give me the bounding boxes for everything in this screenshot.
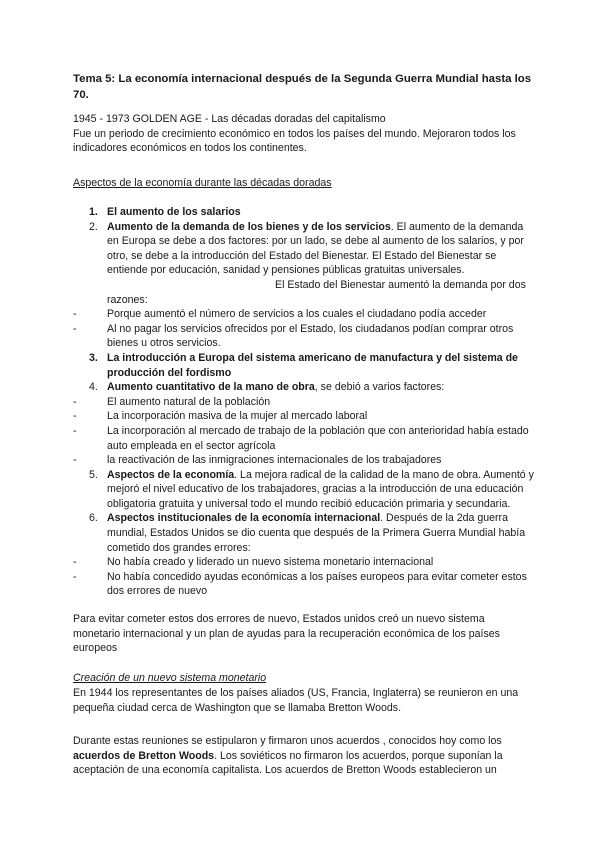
aspects-heading: Aspectos de la economía durante las décadas doradas (73, 177, 332, 189)
list-item-text (107, 220, 538, 308)
dash-text: la reactivación de las inmigraciones internacionales de los trabajadores (107, 454, 442, 467)
acuerdos-bold: acuerdos de Bretton Woods (73, 749, 215, 762)
list-number: 6. (89, 512, 98, 525)
list-dash-item: - La incorporación al mercado de trabajo de la población que con anterioridad había estado auto empleada en el sector agrícola (73, 424, 538, 453)
list-item-body-b: El Estado del Bienestar aumentó la demanda por dos razones: (107, 278, 526, 306)
dash-text: El aumento natural de la población (107, 395, 271, 408)
list-item-text (107, 468, 538, 512)
list-dash-item: - La incorporación masiva de la mujer al mercado laboral (73, 409, 538, 424)
bretton-woods-paragraph: En 1944 los representantes de los países aliados (US, Francia, Inglaterra) se reunieron en una pequeña ciudad cerca de Washington que se llamaba Bretton Woods. (73, 687, 519, 714)
list-number: 1. (89, 206, 98, 218)
acuerdos-paragraph (73, 734, 533, 778)
document-title: Tema 5: La economía internacional después de la Segunda Guerra Mundial hasta los 70. (73, 73, 532, 102)
list-item-body: . La mejora radical de la calidad de la mano de obra. Aumentó y mejoró el nivel educativo de los trabajadores, gracias a la introducción de una educación obligatoria gratuita y universal todo el mundo recibió educación primaria y secundaria. (107, 468, 534, 510)
list-item-bold: Aumento cuantitativo de la mano de obra (107, 381, 315, 394)
list-dash-item: - No había concedido ayudas económicas a los países europeos para evitar cometer estos dos errores de nuevo (73, 570, 538, 599)
dash-text: No había concedido ayudas económicas a los países europeos para evitar cometer estos dos errores de nuevo (107, 570, 527, 598)
list-dash-item: - Al no pagar los servicios ofrecidos por el Estado, los ciudadanos podían comprar otros bienes u otros servicios. (73, 322, 538, 351)
list-item-bold: Aumento de la demanda de los bienes y de los servicios (107, 220, 391, 233)
list-item-bold: Aspectos de la economía (107, 468, 235, 481)
intro-text: Fue un periodo de crecimiento económico en todos los países del mundo. Mejoraron todos los indicadores económicos en todos los continentes. (73, 127, 516, 155)
list-item-bold: La introducción a Europa del sistema americano de manufactura y del sistema de producción del fordismo (107, 351, 518, 379)
after-list-paragraph: Para evitar cometer estos dos errores de nuevo, Estados unidos creó un nuevo sistema monetario internacional y un plan de ayudas para la recuperación económica de los países europeos (73, 613, 500, 655)
acuerdos-post: . Los soviéticos no firmaron los acuerdos, porque suponían la aceptación de una economía capitalista. Los acuerdos de Bretton Woods establecieron un (73, 749, 503, 777)
dash-text: La incorporación al mercado de trabajo de la población que con anterioridad había estado auto empleada en el sector agrícola (107, 424, 529, 452)
monetary-system-heading: Creación de un nuevo sistema monetario (73, 672, 267, 684)
list-number: 3. (89, 351, 98, 364)
list-dash-item: - El aumento natural de la población (73, 395, 538, 410)
list-item-body: . El aumento de la demanda en Europa se debe a dos factores: por un lado, se debe al aumento de los salarios, y por otro, se debe a la introducción del Estado del Bienestar. El Estado del Bienestar se entiende por educación, sanidad y pensiones públicas gratuitas universales. (107, 220, 524, 277)
intro-paragraph (73, 112, 533, 156)
list-item-6 (73, 511, 538, 555)
acuerdos-pre: Durante estas reuniones se estipularon y firmaron unos acuerdos , conocidos hoy como los (73, 735, 502, 747)
list-dash-item: - No había creado y liderado un nuevo sistema monetario internacional (73, 555, 538, 570)
list-item-bold: El aumento de los salarios (107, 206, 241, 218)
list-item-1 (73, 205, 538, 220)
dash-text: No había creado y liderado un nuevo sistema monetario internacional (107, 556, 434, 569)
dash-text: La incorporación masiva de la mujer al mercado laboral (107, 410, 368, 423)
list-number: 4. (89, 381, 98, 394)
list-item-3 (73, 351, 538, 380)
dash-text: Al no pagar los servicios ofrecidos por el Estado, los ciudadanos podían comprar otros bienes u otros servicios. (107, 322, 514, 350)
list-item-4 (73, 380, 538, 395)
golden-age-line: 1945 - 1973 GOLDEN AGE - Las décadas doradas del capitalismo (73, 113, 386, 125)
list-number: 2. (89, 220, 98, 233)
list-item-body: , se debió a varios factores: (314, 381, 445, 394)
list-item-text (107, 380, 538, 395)
list-item-2 (73, 220, 538, 308)
aspects-list (73, 205, 538, 599)
dash-text: Porque aumentó el número de servicios a los cuales el ciudadano podía acceder (107, 308, 487, 321)
list-item-text (107, 511, 538, 555)
list-dash-item: - Porque aumentó el número de servicios a los cuales el ciudadano podía acceder (73, 307, 538, 322)
list-item-bold: Aspectos institucionales de la economía internacional (107, 512, 381, 525)
list-item-5 (73, 468, 538, 512)
list-item-body: . Después de la 2da guerra mundial, Estados Unidos se dio cuenta que después de la Primera Guerra Mundial había cometido dos grandes errores: (107, 512, 526, 554)
list-number: 5. (89, 468, 98, 481)
list-dash-item: - la reactivación de las inmigraciones internacionales de los trabajadores (73, 453, 538, 468)
